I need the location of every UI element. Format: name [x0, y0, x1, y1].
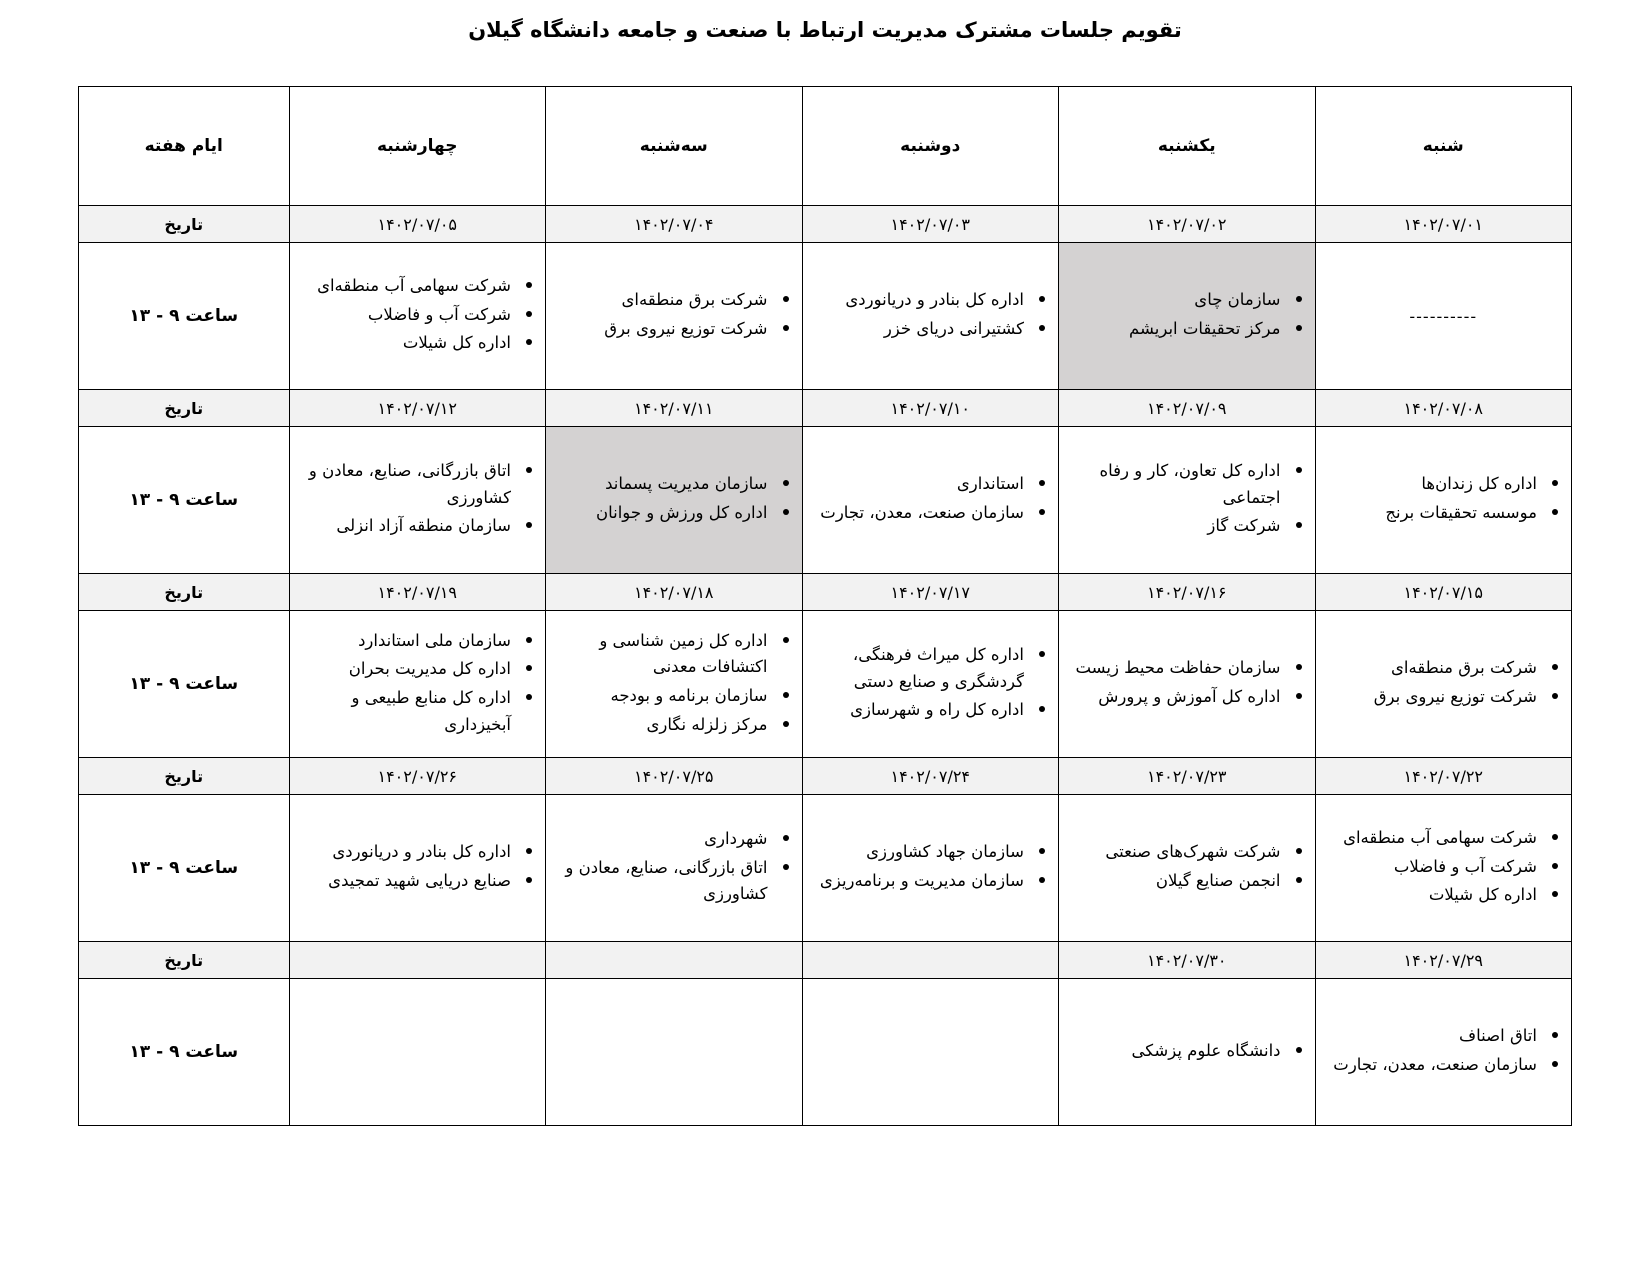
list-item: اداره کل ورزش و جوانان: [560, 500, 772, 527]
date-row: [79, 390, 1572, 427]
list-item: اداره کل منابع طبیعی و آبخیزداری: [304, 685, 516, 738]
page-title: تقویم جلسات مشترک مدیریت ارتباط با صنعت و جامعه دانشگاه گیلان: [468, 18, 1182, 42]
time-row-label: ساعت ۹ - ۱۳: [79, 979, 290, 1126]
date-cell: ۱۴۰۲/۰۷/۱۱: [546, 390, 803, 427]
organization-list: [1316, 461, 1572, 538]
time-row-label: ساعت ۹ - ۱۳: [79, 611, 290, 758]
date-cell: ۱۴۰۲/۰۷/۰۸: [1315, 390, 1572, 427]
meeting-cell: [1315, 795, 1572, 942]
time-slot-row: [79, 427, 1572, 574]
list-item: سازمان منطقه آزاد انزلی: [304, 513, 516, 540]
day-header-0: شنبه: [1315, 87, 1572, 206]
organization-list: [1059, 448, 1315, 552]
list-item: شرکت شهرک‌های صنعتی: [1073, 839, 1285, 866]
date-row-label: تاریخ: [79, 942, 290, 979]
organization-list: [803, 277, 1059, 354]
list-item: شرکت آب و فاضلاب: [1330, 854, 1542, 881]
day-header-2: دوشنبه: [802, 87, 1059, 206]
date-row-label: تاریخ: [79, 206, 290, 243]
list-item: اداره کل تعاون، کار و رفاه اجتماعی: [1073, 458, 1285, 511]
list-item: انجمن صنایع گیلان: [1073, 868, 1285, 895]
list-item: شهرداری: [560, 826, 772, 853]
meeting-cell: [546, 795, 803, 942]
organization-list: [803, 632, 1059, 736]
list-item: اتاق اصناف: [1330, 1023, 1542, 1050]
date-cell: ۱۴۰۲/۰۷/۱۶: [1059, 574, 1316, 611]
date-cell: [802, 942, 1059, 979]
organization-list: [290, 448, 546, 552]
meeting-cell: [1059, 979, 1316, 1126]
meeting-cell: [1315, 979, 1572, 1126]
date-cell: ۱۴۰۲/۰۷/۰۳: [802, 206, 1059, 243]
organization-list: [1059, 645, 1315, 722]
calendar-body: [79, 87, 1572, 1126]
date-row-label: تاریخ: [79, 758, 290, 795]
list-item: اداره کل زمین شناسی و اکتشافات معدنی: [560, 628, 772, 681]
list-item: اداره کل آموزش و پرورش: [1073, 684, 1285, 711]
calendar-header-row: [79, 87, 1572, 206]
time-slot-row: [79, 243, 1572, 390]
organization-list: [546, 277, 802, 354]
meeting-cell: [1315, 243, 1572, 390]
organization-list: [803, 461, 1059, 538]
list-item: شرکت سهامی آب منطقه‌ای: [304, 273, 516, 300]
organization-list: [1316, 815, 1572, 921]
list-item: اداره کل بنادر و دریانوردی: [817, 287, 1029, 314]
date-cell: ۱۴۰۲/۰۷/۲۳: [1059, 758, 1316, 795]
list-item: اداره کل میراث فرهنگی، گردشگری و صنایع دستی: [817, 642, 1029, 695]
date-cell: ۱۴۰۲/۰۷/۰۲: [1059, 206, 1316, 243]
list-item: سازمان چای: [1073, 287, 1285, 314]
organization-list: [546, 461, 802, 538]
meeting-cell: [1059, 795, 1316, 942]
date-row: [79, 942, 1572, 979]
date-cell: [289, 942, 546, 979]
meeting-cell: [289, 427, 546, 574]
date-row-label: تاریخ: [79, 390, 290, 427]
list-item: استانداری: [817, 471, 1029, 498]
organization-list: [1059, 1028, 1315, 1077]
date-cell: ۱۴۰۲/۰۷/۱۵: [1315, 574, 1572, 611]
meetings-calendar-table: [78, 86, 1572, 1126]
meeting-cell: [802, 427, 1059, 574]
organization-list: [290, 618, 546, 751]
organization-list: [290, 829, 546, 906]
date-row: [79, 206, 1572, 243]
list-item: دانشگاه علوم پزشکی: [1073, 1038, 1285, 1065]
date-cell: ۱۴۰۲/۰۷/۲۴: [802, 758, 1059, 795]
organization-list: [290, 263, 546, 369]
list-item: اداره کل بنادر و دریانوردی: [304, 839, 516, 866]
meeting-cell: [1059, 427, 1316, 574]
list-item: صنایع دریایی شهید تمجیدی: [304, 868, 516, 895]
time-slot-row: [79, 979, 1572, 1126]
list-item: مرکز تحقیقات ابریشم: [1073, 316, 1285, 343]
date-cell: ۱۴۰۲/۰۷/۲۹: [1315, 942, 1572, 979]
list-item: اداره کل شیلات: [304, 330, 516, 357]
organization-list: [546, 816, 802, 920]
day-header-4: چهارشنبه: [289, 87, 546, 206]
organization-list: [1059, 277, 1315, 354]
list-item: کشتیرانی دریای خزر: [817, 316, 1029, 343]
list-item: شرکت توزیع نیروی برق: [560, 316, 772, 343]
date-cell: ۱۴۰۲/۰۷/۱۰: [802, 390, 1059, 427]
list-item: اتاق بازرگانی، صنایع، معادن و کشاورزی: [560, 855, 772, 908]
list-item: سازمان صنعت، معدن، تجارت: [817, 500, 1029, 527]
list-item: سازمان صنعت، معدن، تجارت: [1330, 1052, 1542, 1079]
date-row: [79, 574, 1572, 611]
meeting-cell: [1315, 611, 1572, 758]
meeting-cell: [289, 243, 546, 390]
date-cell: ۱۴۰۲/۰۷/۲۶: [289, 758, 546, 795]
time-row-label: ساعت ۹ - ۱۳: [79, 427, 290, 574]
time-slot-row: [79, 611, 1572, 758]
date-row: [79, 758, 1572, 795]
meeting-cell: [289, 795, 546, 942]
meeting-cell: [802, 243, 1059, 390]
calendar-table-wrapper: [78, 86, 1572, 1126]
time-row-label: ساعت ۹ - ۱۳: [79, 795, 290, 942]
list-item: سازمان جهاد کشاورزی: [817, 839, 1029, 866]
organization-list: [1316, 1013, 1572, 1090]
list-item: شرکت آب و فاضلاب: [304, 302, 516, 329]
meeting-cell: [546, 611, 803, 758]
date-cell: ۱۴۰۲/۰۷/۰۵: [289, 206, 546, 243]
list-item: شرکت برق منطقه‌ای: [1330, 655, 1542, 682]
time-row-label: ساعت ۹ - ۱۳: [79, 243, 290, 390]
date-cell: ۱۴۰۲/۰۷/۱۷: [802, 574, 1059, 611]
organization-list: [1059, 829, 1315, 906]
meeting-cell: [546, 427, 803, 574]
date-cell: ۱۴۰۲/۰۷/۰۱: [1315, 206, 1572, 243]
meeting-cell: [289, 611, 546, 758]
list-item: شرکت توزیع نیروی برق: [1330, 684, 1542, 711]
date-cell: ۱۴۰۲/۰۷/۰۴: [546, 206, 803, 243]
meeting-cell: [289, 979, 546, 1126]
list-item: اداره کل راه و شهرسازی: [817, 697, 1029, 724]
date-cell: ۱۴۰۲/۰۷/۲۵: [546, 758, 803, 795]
date-cell: [546, 942, 803, 979]
meeting-cell: [546, 243, 803, 390]
list-item: شرکت سهامی آب منطقه‌ای: [1330, 825, 1542, 852]
list-item: اداره کل شیلات: [1330, 882, 1542, 909]
no-meeting-placeholder: ----------: [1409, 306, 1478, 326]
date-cell: ۱۴۰۲/۰۷/۱۸: [546, 574, 803, 611]
meeting-cell: [546, 979, 803, 1126]
time-slot-row: [79, 795, 1572, 942]
meeting-cell: [802, 795, 1059, 942]
organization-list: [546, 618, 802, 751]
date-row-label: تاریخ: [79, 574, 290, 611]
meeting-cell: [1059, 611, 1316, 758]
list-item: سازمان برنامه و بودجه: [560, 683, 772, 710]
list-item: اداره کل زندان‌ها: [1330, 471, 1542, 498]
list-item: شرکت گاز: [1073, 513, 1285, 540]
list-item: اداره کل مدیریت بحران: [304, 656, 516, 683]
date-cell: ۱۴۰۲/۰۷/۱۲: [289, 390, 546, 427]
meeting-cell: [802, 979, 1059, 1126]
list-item: سازمان مدیریت پسماند: [560, 471, 772, 498]
meeting-cell: [1059, 243, 1316, 390]
date-cell: ۱۴۰۲/۰۷/۳۰: [1059, 942, 1316, 979]
list-item: سازمان مدیریت و برنامه‌ریزی: [817, 868, 1029, 895]
list-item: شرکت برق منطقه‌ای: [560, 287, 772, 314]
date-cell: ۱۴۰۲/۰۷/۲۲: [1315, 758, 1572, 795]
date-cell: ۱۴۰۲/۰۷/۱۹: [289, 574, 546, 611]
meeting-cell: [802, 611, 1059, 758]
meeting-cell: [1315, 427, 1572, 574]
date-cell: ۱۴۰۲/۰۷/۰۹: [1059, 390, 1316, 427]
day-header-1: یکشنبه: [1059, 87, 1316, 206]
corner-label: ایام هفته: [79, 87, 290, 206]
list-item: اتاق بازرگانی، صنایع، معادن و کشاورزی: [304, 458, 516, 511]
list-item: موسسه تحقیقات برنج: [1330, 500, 1542, 527]
list-item: سازمان حفاظت محیط زیست: [1073, 655, 1285, 682]
organization-list: [803, 829, 1059, 906]
organization-list: [1316, 645, 1572, 722]
list-item: مرکز زلزله نگاری: [560, 712, 772, 739]
day-header-3: سه‌شنبه: [546, 87, 803, 206]
list-item: سازمان ملی استاندارد: [304, 628, 516, 655]
